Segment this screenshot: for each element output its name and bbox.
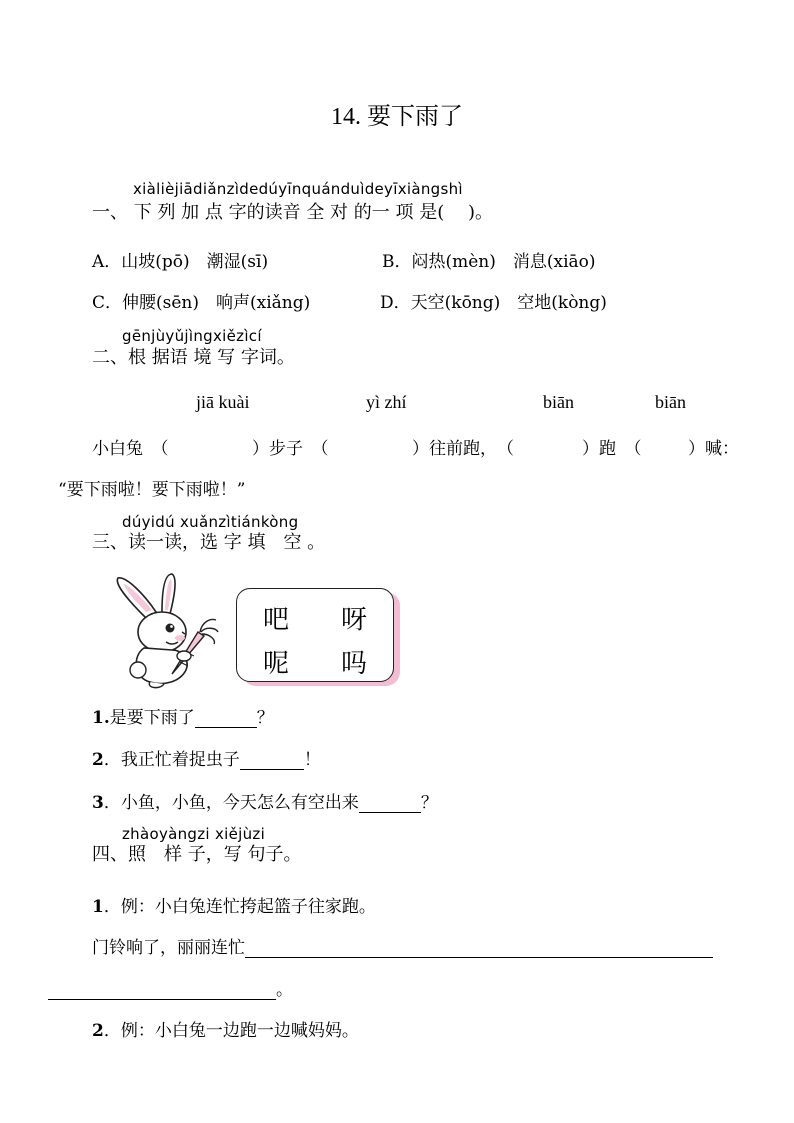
pinyin-yizhi: yì zhí <box>366 392 407 412</box>
sentence-seg-5: ）喊： <box>688 439 739 459</box>
option-c: C．伸腰(sēn) 响声(xiǎng) <box>92 293 311 313</box>
example-1-prompt: 门铃响了，丽丽连忙 <box>92 938 245 958</box>
example-1-answer-line-2 <box>48 975 293 1000</box>
question-2-number: 2 <box>92 750 104 770</box>
example-2 <box>92 1016 359 1041</box>
section4-heading: 四、照 样 子，写 句子。 <box>92 844 302 865</box>
section1-pinyin: xiàlièjiādiǎnzìdedúyīnquánduìdeyīxiàngshì <box>133 180 463 198</box>
question-3-number: 3 <box>92 793 104 813</box>
example-1-blank-1[interactable] <box>245 939 713 958</box>
section3-heading: 三、读一读，选 字 填 空 。 <box>92 532 326 553</box>
example-1-text: ．例：小白兔连忙挎起篮子往家跑。 <box>103 897 376 917</box>
example-1-blank-2[interactable] <box>48 981 276 1000</box>
page-title: 14. 要下雨了 <box>331 104 463 130</box>
example-1 <box>92 892 376 917</box>
question-1-blank[interactable] <box>195 709 257 728</box>
option-d: D．天空(kōng) 空地(kòng) <box>380 293 607 313</box>
sentence-seg-1: 小白兔 （ <box>92 439 169 459</box>
choice-ba: 吧 <box>263 605 290 635</box>
sentence-seg-2: ）步子 （ <box>252 439 329 459</box>
example-1-end: 。 <box>276 980 293 1000</box>
question-3-blank[interactable] <box>359 794 421 813</box>
pinyin-bian-1: biān <box>543 392 574 412</box>
question-1-mark: ？ <box>256 708 274 728</box>
sentence-seg-3: ）往前跑， （ <box>412 439 514 459</box>
sentence-line-2: “要下雨啦！要下雨啦！” <box>58 480 246 500</box>
choice-ma: 吗 <box>341 649 368 679</box>
sentence-seg-4: ）跑 （ <box>582 439 642 459</box>
question-2-text: ．我正忙着捉虫子 <box>103 750 240 770</box>
question-1 <box>92 703 274 728</box>
example-1-number: 1 <box>92 897 104 917</box>
rabbit-illustration <box>106 570 226 690</box>
choice-ne: 呢 <box>263 649 290 679</box>
question-1-number: 1. <box>92 708 110 728</box>
pinyin-bian-2: biān <box>655 392 686 412</box>
pinyin-jiakuai: jiā kuài <box>196 392 250 412</box>
question-2-blank[interactable] <box>240 751 304 770</box>
option-b: B．闷热(mèn) 消息(xiāo) <box>382 252 596 272</box>
question-3-text: ．小鱼，小鱼，今天怎么有空出来 <box>103 793 359 813</box>
question-2 <box>92 745 321 770</box>
question-3-mark: ？ <box>420 793 438 813</box>
option-a: A．山坡(pō) 潮湿(sī) <box>92 252 269 272</box>
example-2-number: 2 <box>92 1021 104 1041</box>
section2-heading: 二、根 据语 境 写 字词。 <box>92 347 295 368</box>
choice-ya: 呀 <box>341 605 368 635</box>
section4-pinyin: zhàoyàngzi xiějùzi <box>122 825 266 843</box>
question-2-mark: ！ <box>303 750 321 770</box>
example-2-text: ．例：小白兔一边跑一边喊妈妈。 <box>103 1021 359 1041</box>
question-1-text: 是要下雨了 <box>109 708 195 728</box>
section3-pinyin: dúyidú xuǎnzìtiánkòng <box>122 513 299 531</box>
section2-pinyin: gēnjùyǔjìngxiězìcí <box>122 327 262 345</box>
character-choice-card <box>236 588 394 682</box>
section1-heading: 一、 下 列 加 点 字的读音 全 对 的一 项 是( )。 <box>92 202 493 223</box>
example-1-answer-line <box>92 933 713 958</box>
question-3 <box>92 788 438 813</box>
